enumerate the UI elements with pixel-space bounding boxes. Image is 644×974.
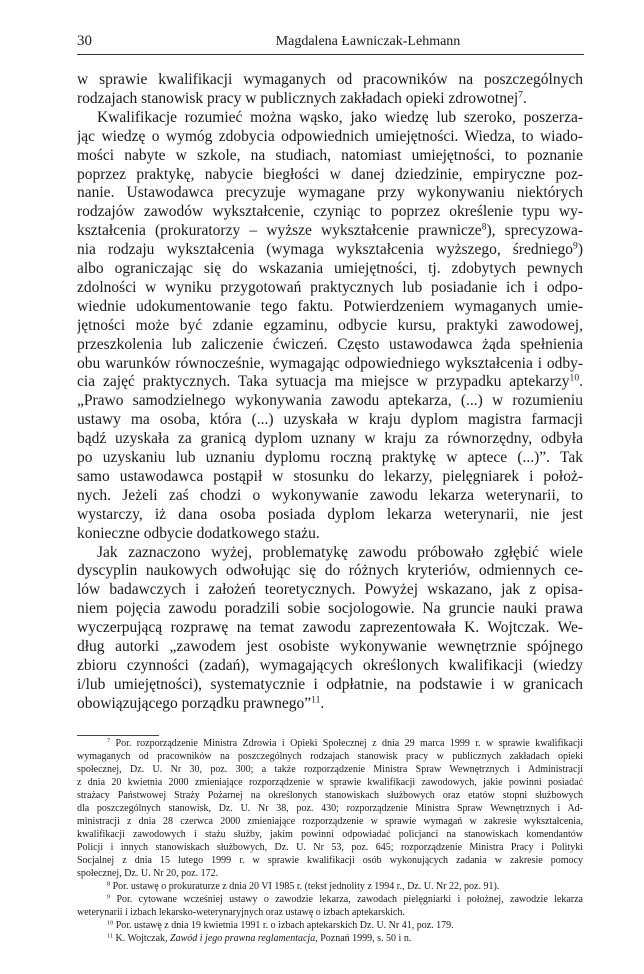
body-text-line: i/lub umiejętności), systematycznie i odpłatnie, na podstawie i w granicach <box>77 675 583 693</box>
footnote-reference: 7 <box>107 737 111 745</box>
footnote-reference: 10 <box>107 919 114 927</box>
body-text-line: rodzajów zawodów wykształcenie, czyniąc to poprzez określenie typu wy- <box>77 203 583 221</box>
footnote-reference: 11 <box>107 932 113 940</box>
body-text-line: Jak zaznaczono wyżej, problematykę zawodu próbowało zgłębić wiele <box>97 543 583 561</box>
body-text-line: lów badawczych i założeń teoretycznych. Powyżej wskazano, jak z opisa- <box>77 581 583 599</box>
footnote-line: społecznej, Dz. U. Nr 20, poz. 172. <box>77 868 219 879</box>
book-title: Zawód i jego prawna reglamentacja <box>170 933 316 944</box>
footnote-reference: 8 <box>481 221 487 233</box>
footnote-line: kwalifikacji zawodowych i stażu służby, jakim powinni odpowiadać policjanci na stanowiskach komendantów <box>77 829 583 840</box>
body-text-line: samo ustawodawca postąpił w stosunku do lekarzy, pielęgniarek i położ- <box>77 467 583 485</box>
body-text-line: zbioru czynności (zadań), wymagających określonych kwalifikacji (wiedzy <box>77 656 583 674</box>
body-text-line: konieczne odbycie dodatkowego stażu. <box>77 524 320 542</box>
body-text-line: ustawy ma osoba, która (...) uzyskała w kraju dyplom magistra farmacji <box>77 411 583 429</box>
body-text-line: „Prawo samodzielnego wykonywania zawodu aptekarza, (...) w rozumieniu <box>77 392 583 410</box>
body-text-line: obowiązującego porządku prawnego”$^{11}$. <box>77 694 325 712</box>
body-text-line: Kwalifikacje rozumieć można wąsko, jako wiedzę lub szeroko, poszerza- <box>97 108 583 126</box>
body-text-line: nanie. Ustawodawca precyzuje wymagane przy wykonywaniu niektórych <box>77 184 583 202</box>
footnote-line: $^7$ Por. rozporządzenie Ministra Zdrowia i Opieki Społecznej z dnia 29 marca 1999 r. w sprawie kwalifikacji <box>107 737 583 749</box>
body-text-line: rodzajach stanowisk pracy w publicznych zakładach opieki zdrowotnej$^7$. <box>77 89 527 107</box>
body-text-line: cia zajęć praktycznych. Taka sytuacja ma miejsce w przypadku aptekarzy$^{10}$. <box>77 373 583 391</box>
footnote-line: dla poszczególnych stanowisk, Dz. U. Nr 38, poz. 430; rozporządzenie Ministra Spraw Wewnętrznych i Ad- <box>77 803 583 814</box>
body-text-line: kształcenia (prokuratorzy – wyższe wykształcenie prawnicze$^8$), sprecyzowa- <box>77 221 583 240</box>
body-text-line: mości nabyte w szkole, na studiach, natomiast umiejętności, to poznanie <box>77 146 583 164</box>
running-title: Magdalena Ławniczak-Lehmann <box>275 34 461 49</box>
footnote-reference: 9 <box>573 240 578 252</box>
footnote-line: społecznej, Dz. U. Nr 30, poz. 300; a także rozporządzenie Ministra Spraw Wewnętrznych i Administracji <box>77 764 583 775</box>
footnote-line: wymaganych od pracowników na poszczególnych rodzajach stanowisk pracy w publicznych zakładach opieki <box>77 751 583 762</box>
footnote-rule <box>77 735 159 736</box>
footnote-line: strażacy Państwowej Straży Pożarnej na określonych stanowiskach służbowych oraz etatów stopni służbowych <box>77 790 583 801</box>
footnote-line: z dnia 20 kwietnia 2000 zmieniające rozporządzenie w sprawie kwalifikacji zawodowych, jakie powinni posiadać <box>77 777 583 788</box>
body-text-line: bądź uzyskała za granicą dyplom uznany w kraju za równorzędny, odbyła <box>77 430 583 448</box>
footnote-line: $^9$ Por. cytowane wcześniej ustawy o zawodzie lekarza, zawodach pielęgniarki i położnej, zawodzie lekarza <box>107 893 583 905</box>
body-text-line: wystarczy, iż dana osoba posiada dyplom lekarza weterynarii, nie jest <box>77 505 583 523</box>
body-text-line: dług autorki „zawodem jest osobiste wykonywanie wewnętrznie spójnego <box>77 638 583 655</box>
body-text-line: po uzyskaniu lub uznaniu dyplomu roczną praktykę w aptece (...)”. Tak <box>77 449 583 466</box>
page-number: 30 <box>77 33 92 49</box>
body-text-line: wiednie udokumentowanie tego faktu. Potwierdzeniem wymaganych umie- <box>77 297 583 315</box>
body-text-line: wyczerpującą rozprawę na temat zawodu zaprezentowała K. Wojtczak. We- <box>77 619 583 637</box>
footnote-reference: 10 <box>569 373 580 385</box>
body-text-line: albo ograniczając się do wskazania umiejętności, tj. zdobytych pewnych <box>77 260 583 277</box>
body-text-line: zdolności w wyniku przygotowań praktycznych lub posiadanie ich i odpo- <box>77 278 583 296</box>
body-text-line: niem pojęcia zawodu poradzili sobie socjologowie. Na gruncie nauki prawa <box>77 600 583 618</box>
header-rule <box>77 54 584 55</box>
footnote-reference: 9 <box>107 893 111 901</box>
footnote-line: weterynarii i izbach lekarsko-weterynaryjnych oraz ustawę o izbach aptekarskich. <box>77 907 405 918</box>
footnote-reference: 7 <box>518 89 523 101</box>
body-text-line: przeszkolenia lub zaliczenie ćwiczeń. Często ustawodawca żąda spełnienia <box>77 335 583 353</box>
footnote-reference: 11 <box>311 694 321 706</box>
body-text-line: obu warunków równocześnie, wymagając odpowiedniego wykształcenia i odby- <box>77 354 583 372</box>
body-text-line: w sprawie kwalifikacji wymaganych od pracowników na poszczególnych <box>77 71 583 88</box>
footnote-line: $^{11}$ K. Wojtczak, Zawód i jego prawna reglamentacja, Poznań 1999, s. 50 i n. <box>107 932 412 944</box>
body-text-line: jąc wiedzę o wymóg zdobycia odpowiednich umiejętności. Wiedza, to wiado- <box>77 127 583 145</box>
body-text-line: poprzez praktykę, nabycie biegłości w danej dziedzinie, empiryczne poz- <box>77 165 583 183</box>
footnote-line: Policji i innych stanowiskach służbowych, Dz. U. Nr 53, poz. 645; rozporządzenie Ministra Pracy i Polityki <box>77 842 583 853</box>
body-text-line: jętności może być zdanie egzaminu, odbycie kursu, praktyki zawodowej, <box>77 316 583 334</box>
body-text-line: nych. Jeżeli zaś chodzi o wykonywanie zawodu lekarza weterynarii, to <box>77 486 583 504</box>
body-text-line: nia rodzaju wykształcenia (wymaga wykształcenia wyższego, średniego$^9$) <box>77 240 583 259</box>
footnote-reference: 8 <box>107 880 111 888</box>
footnote-line: ministracji z dnia 28 czerwca 2000 zmieniające rozporządzenie w sprawie wymagań w zakresie wykształcenia, <box>77 816 583 827</box>
footnote-line: $^{10}$ Por. ustawę z dnia 19 kwietnia 1991 r. o izbach aptekarskich Dz. U. Nr 41, poz. 179. <box>107 919 454 931</box>
footnote-line: $^8$ Por. ustawę o prokuraturze z dnia 20 VI 1985 r. (tekst jednolity z 1994 r., Dz. U. Nr 22, poz. 91). <box>107 880 500 892</box>
body-text-line: dyscyplin naukowych odwołując się do różnych kryteriów, odmiennych ce- <box>77 562 583 580</box>
footnote-line: Socjalnej z dnia 15 lutego 1999 r. w sprawie kwalifikacji osób wykonujących zadania w zakresie pomocy <box>77 855 583 866</box>
